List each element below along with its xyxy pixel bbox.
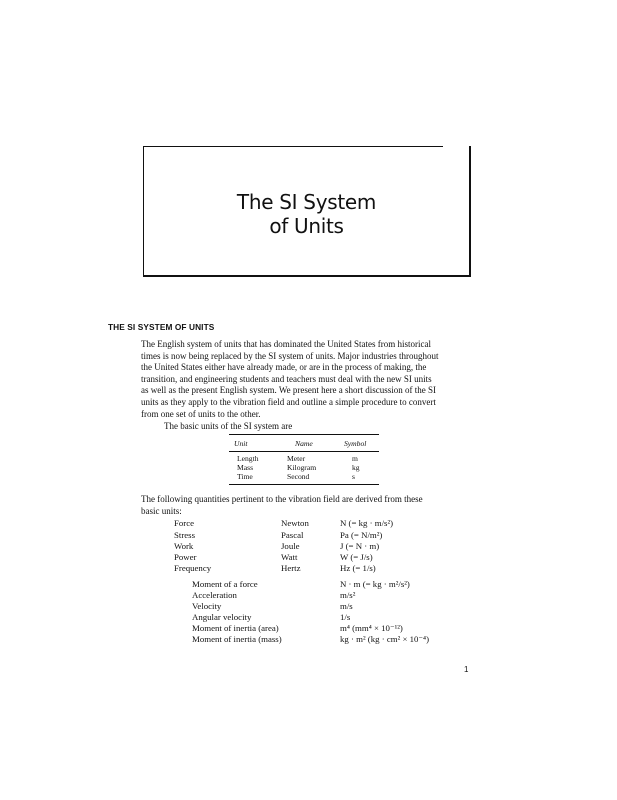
chapter-title-box — [143, 146, 471, 277]
intro-paragraph — [141, 339, 474, 420]
header-name: Name — [295, 439, 313, 448]
header-unit: Unit — [234, 439, 248, 448]
derived-unit-symbol: J (= N · m) — [340, 541, 380, 551]
other-quantity-symbol: kg · m² (kg · cm² × 10⁻⁴) — [340, 634, 430, 644]
intro-line: from one set of units to the other. — [141, 408, 261, 419]
table-cell-name: Meter — [287, 454, 306, 463]
derived-quantity-name: Frequency — [174, 563, 212, 573]
other-quantity-name: Acceleration — [192, 590, 237, 600]
table-cell-symbol: m — [352, 454, 358, 463]
table-cell-unit: Length — [237, 454, 259, 463]
other-quantity-symbol: m⁴ (mm⁴ × 10⁻¹²) — [340, 623, 403, 633]
intro-line: times is now being replaced by the SI system of units. Major industries throughout — [141, 350, 439, 361]
other-quantity-symbol: m/s² — [340, 590, 356, 600]
other-quantity-name: Moment of inertia (area) — [192, 623, 279, 633]
derived-intro-line: basic units: — [141, 505, 182, 516]
table-cell-unit: Time — [237, 472, 253, 481]
derived-unit-name: Joule — [281, 541, 300, 551]
derived-unit-symbol: Hz (= 1/s) — [340, 563, 376, 573]
table-header-rule — [229, 451, 379, 452]
table-bottom-rule — [229, 484, 379, 485]
derived-intro-paragraph — [141, 494, 474, 517]
other-quantity-symbol: N · m (= kg · m²/s²) — [340, 579, 410, 589]
other-quantity-name: Moment of inertia (mass) — [192, 634, 282, 644]
other-quantity-symbol: 1/s — [340, 612, 351, 622]
other-quantity-symbol: m/s — [340, 601, 353, 611]
derived-quantity-name: Force — [174, 518, 195, 528]
intro-line: The English system of units that has dominated the United States from historical — [141, 339, 431, 349]
derived-quantity-name: Power — [174, 552, 197, 562]
basic-units-intro: The basic units of the SI system are — [164, 421, 293, 431]
table-cell-name: Kilogram — [287, 463, 317, 472]
table-cell-unit: Mass — [237, 463, 254, 472]
derived-unit-name: Hertz — [281, 563, 301, 573]
derived-unit-symbol: Pa (= N/m²) — [340, 530, 383, 540]
header-symbol: Symbol — [344, 439, 367, 448]
derived-intro-line: The following quantities pertinent to the vibration field are derived from these — [141, 494, 423, 504]
page-number: 1 — [464, 665, 469, 674]
table-cell-symbol: s — [352, 472, 355, 481]
intro-line: the United States either have already made, or are in the process of making, the — [141, 362, 427, 373]
section-heading: THE SI SYSTEM OF UNITS — [108, 322, 215, 332]
derived-unit-name: Pascal — [281, 530, 304, 540]
derived-quantity-name: Work — [174, 541, 194, 551]
derived-unit-name: Newton — [281, 518, 309, 528]
derived-quantity-name: Stress — [174, 530, 196, 540]
intro-line: units as they apply to the vibration field and outline a simple procedure to convert — [141, 396, 436, 407]
chapter-title-line-1: The SI System — [236, 190, 377, 214]
derived-unit-name: Watt — [281, 552, 298, 562]
other-quantity-name: Velocity — [192, 601, 222, 611]
table-top-rule — [229, 434, 379, 435]
table-cell-symbol: kg — [352, 463, 360, 472]
derived-unit-symbol: N (= kg · m/s²) — [340, 518, 394, 528]
other-quantity-name: Moment of a force — [192, 579, 258, 589]
derived-unit-symbol: W (= J/s) — [340, 552, 373, 562]
table-cell-name: Second — [287, 472, 310, 481]
chapter-title-line-2: of Units — [269, 214, 344, 238]
intro-line: transition, and engineering students and teachers must deal with the new SI units — [141, 373, 432, 384]
intro-line: as well as the present English system. We present here a short discussion of the SI — [141, 385, 437, 396]
other-quantity-name: Angular velocity — [192, 612, 252, 622]
